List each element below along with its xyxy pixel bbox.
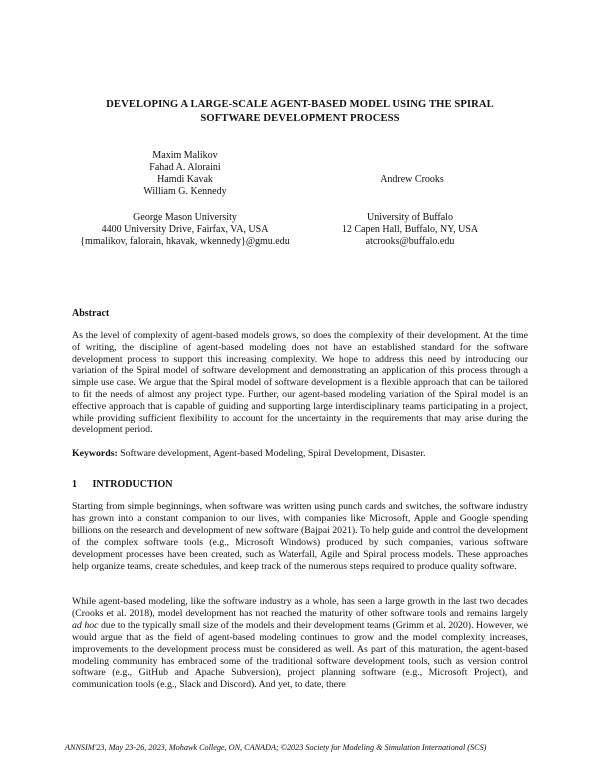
affiliation-left [60,212,310,248]
paragraph-italic-text: ad hoc [72,619,99,631]
authors-left [110,150,260,198]
author-name: Hamdi Kavak [157,174,213,185]
keywords-text: Software development, Agent-based Modeling, Spiral Development, Disaster. [120,448,426,459]
author-name: Maxim Malikov [152,150,218,161]
affiliation-institution: George Mason University [133,212,237,223]
paragraph-text: While agent-based modeling, like the software industry as a whole, has seen a large growth in the last two decades (Crooks et al. 2018), model development has not reached the maturity of other software tools and remains largely [72,596,528,619]
section-number: 1 [72,479,77,490]
affiliation-right [325,212,495,248]
paragraph-text: due to the typically small size of the models and their development teams (Grimm et al. 2020). However, we would argue that as the field of agent-based modeling continues to grow and the model complexity increases, improvements to the development process must be considered as well. As part of this maturation, the agent-based modeling community has embraced some of the traditional software development tools, such as version control software (e.g., GitHub and Apache Subversion), project planning software (e.g., Microsoft Project), and communication tools (e.g., Slack and Discord). And yet, to date, there [72,619,528,691]
abstract-heading: Abstract [72,308,110,319]
page-footer: ANNSIM'23, May 23-26, 2023, Mohawk College, ON, CANADA; ©2023 Society for Modeling & Simulation International (SCS) [65,743,487,752]
author-name: William G. Kennedy [143,186,227,197]
affiliation-address: 4400 University Drive, Fairfax, VA, USA [101,224,269,235]
affiliation-address: 12 Capen Hall, Buffalo, NY, USA [341,224,479,235]
title-line-2: SOFTWARE DEVELOPMENT PROCESS [200,113,400,124]
body-paragraph-1: Starting from simple beginnings, when software was written using punch cards and switches, the software industry has grown into a constant companion to our lives, with companies like Microsoft, Apple and Google spending billions on the research and development of new software (Bajpai 2021). To help guide and control the development of the complex software tools (e.g., Microsoft Windows) produced by such companies, various software development processes have been created, such as Waterfall, Agile and Spiral process models. These approaches help organize teams, create schedules, and keep track of the numerous steps required to produce quality software. [72,501,528,572]
body-paragraph-2 [72,596,528,691]
section-heading [72,479,173,490]
keywords [72,448,528,460]
section-title: INTRODUCTION [92,479,173,490]
author-right: Andrew Crooks [380,174,444,185]
affiliation-institution: University of Buffalo [367,212,453,223]
abstract-text: As the level of complexity of agent-based models grows, so does the complexity of their development. At the time of writing, the discipline of agent-based modeling does not have an established standard for the software development process to support this increasing complexity. We hope to address this need by introducing our variation of the Spiral model of software development and demonstrating an application of this process through a simple use case. We argue that the Spiral model of software development is a flexible approach that can be tailored to fit the needs of almost any project type. Further, our agent-based modeling variation of the Spiral model is an effective approach that is capable of guiding and supporting large interdisciplinary teams participating in a project, while providing sufficient flexibility to account for the uncertainty in the requirements that may arise during the development period. [72,330,528,436]
author-name: Fahad A. Aloraini [149,162,221,173]
keywords-label: Keywords: [72,448,118,459]
title-line-1: DEVELOPING A LARGE-SCALE AGENT-BASED MODEL USING THE SPIRAL [106,99,494,110]
paper-title [60,98,540,126]
affiliation-emails: {mmalikov, falorain, hkavak, wkennedy}@gmu.edu [80,236,290,247]
affiliation-email: atcrooks@buffalo.edu [365,236,455,247]
